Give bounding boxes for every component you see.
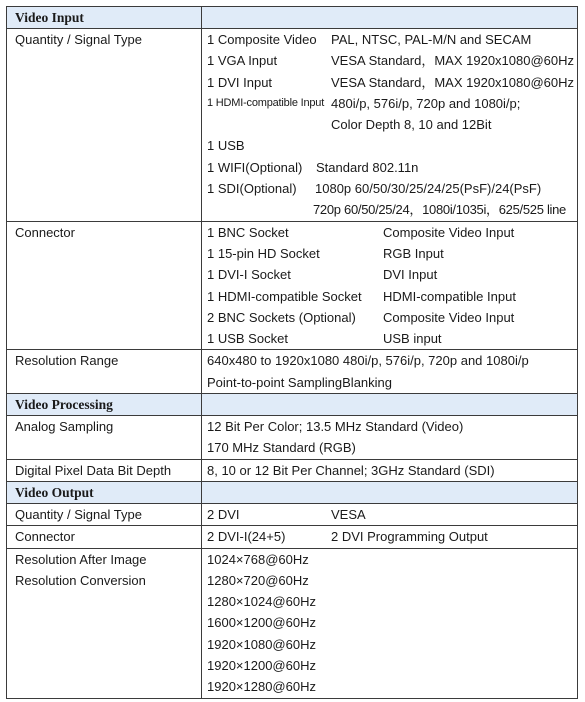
spec-table bbox=[6, 6, 578, 699]
value-line bbox=[207, 264, 577, 285]
row-label-line: Resolution After Image bbox=[15, 551, 147, 567]
value-line: 170 MHz Standard (RGB) bbox=[207, 440, 356, 456]
section-title: Video Input bbox=[15, 10, 84, 25]
section-header-video-processing bbox=[7, 394, 578, 416]
value-part: RGB Input bbox=[383, 245, 444, 261]
value-part: HDMI-compatible Input bbox=[383, 288, 516, 304]
value-part: 2 DVI-I(24+5) bbox=[207, 529, 286, 545]
value-line bbox=[207, 504, 577, 525]
value-line bbox=[207, 29, 577, 50]
value-part: 1 SDI(Optional) bbox=[207, 181, 297, 197]
value-line bbox=[207, 50, 577, 71]
value-line: 1920×1200@60Hz bbox=[207, 658, 316, 674]
row-label: Quantity / Signal Type bbox=[7, 29, 202, 222]
section-blank-cell bbox=[202, 394, 578, 416]
value-part: 1 HDMI-compatible Input bbox=[207, 96, 325, 109]
value-line bbox=[207, 135, 577, 156]
value-line: 1920×1080@60Hz bbox=[207, 636, 316, 652]
value-line: 8, 10 or 12 Bit Per Channel; 3GHz Standard (SDI) bbox=[207, 462, 495, 478]
row-value bbox=[202, 350, 578, 394]
table-row bbox=[7, 416, 578, 460]
value-part: Standard 802.11n bbox=[316, 159, 419, 175]
value-line: 1024×768@60Hz bbox=[207, 551, 309, 567]
table-row bbox=[7, 29, 578, 222]
section-title-cell bbox=[7, 394, 202, 416]
value-line bbox=[207, 157, 577, 178]
value-part: 1 USB bbox=[207, 138, 245, 154]
value-line: Point-to-point SamplingBlanking bbox=[207, 374, 392, 390]
value-line: 1280×720@60Hz bbox=[207, 572, 309, 588]
value-part: 1 HDMI-compatible Socket bbox=[207, 288, 362, 304]
value-part: 2 DVI Programming Output bbox=[331, 529, 488, 545]
section-title: Video Output bbox=[15, 484, 94, 500]
row-label bbox=[7, 548, 202, 698]
table-row bbox=[7, 459, 578, 481]
value-part: 2 BNC Sockets (Optional) bbox=[207, 309, 356, 325]
table-row bbox=[7, 221, 578, 350]
value-line bbox=[207, 307, 577, 328]
value-part: 1 Composite Video bbox=[207, 32, 317, 47]
value-part bbox=[207, 199, 313, 220]
value-part: Composite Video Input bbox=[383, 224, 515, 240]
value-part: VESA Standard，MAX 1920x1080@60Hz bbox=[331, 53, 575, 69]
value-line bbox=[207, 93, 577, 114]
value-line bbox=[207, 526, 577, 547]
row-value bbox=[202, 503, 578, 525]
value-part: VESA bbox=[331, 506, 366, 522]
value-part: 2 DVI bbox=[207, 506, 240, 522]
value-part: 1 DVI-I Socket bbox=[207, 267, 291, 283]
value-line bbox=[207, 286, 577, 307]
row-label: Quantity / Signal Type bbox=[7, 503, 202, 525]
value-part: 1 VGA Input bbox=[207, 53, 278, 69]
value-part: 1 15-pin HD Socket bbox=[207, 245, 320, 261]
section-header-video-output bbox=[7, 481, 578, 503]
value-line bbox=[207, 222, 577, 243]
row-value bbox=[202, 29, 578, 222]
value-line bbox=[207, 178, 577, 199]
table-row bbox=[7, 503, 578, 525]
table-row bbox=[7, 350, 578, 394]
row-label: Connector bbox=[7, 221, 202, 350]
section-title: Video Processing bbox=[15, 397, 113, 413]
value-part: Color Depth 8, 10 and 12Bit bbox=[331, 117, 492, 133]
value-line bbox=[207, 328, 577, 349]
value-part: 720p 60/50/25/24，1080i/1035i，625/525 line bbox=[313, 202, 566, 218]
value-line bbox=[207, 199, 577, 220]
value-line: 12 Bit Per Color; 13.5 MHz Standard (Video) bbox=[207, 419, 464, 435]
value-part: Composite Video Input bbox=[383, 309, 515, 325]
row-value bbox=[202, 526, 578, 548]
value-line: 640x480 to 1920x1080 480i/p, 576i/p, 720p and 1080i/p bbox=[207, 353, 529, 369]
section-blank-cell bbox=[202, 7, 578, 29]
value-line bbox=[207, 243, 577, 264]
value-part: DVI Input bbox=[383, 267, 438, 283]
value-part: 1 DVI Input bbox=[207, 74, 273, 90]
row-label: Analog Sampling bbox=[7, 416, 202, 460]
row-label: Resolution Range bbox=[7, 350, 202, 394]
table-row bbox=[7, 548, 578, 698]
row-label: Digital Pixel Data Bit Depth bbox=[7, 459, 202, 481]
section-header-video-input bbox=[7, 7, 578, 29]
value-line: 1920×1280@60Hz bbox=[207, 679, 316, 695]
row-label: Connector bbox=[7, 526, 202, 548]
value-part bbox=[207, 114, 331, 135]
value-part: PAL, NTSC, PAL-M/N and SECAM bbox=[331, 32, 532, 47]
table-row bbox=[7, 526, 578, 548]
value-line: 1600×1200@60Hz bbox=[207, 615, 316, 631]
section-title-cell bbox=[7, 7, 202, 29]
value-part: USB input bbox=[383, 331, 442, 347]
row-value bbox=[202, 548, 578, 698]
section-title-cell bbox=[7, 481, 202, 503]
value-part: 1 WIFI(Optional) bbox=[207, 159, 303, 175]
row-value bbox=[202, 416, 578, 460]
value-line bbox=[207, 114, 577, 135]
value-line bbox=[207, 72, 577, 93]
row-label-line: Resolution Conversion bbox=[15, 572, 146, 588]
value-line: 1280×1024@60Hz bbox=[207, 594, 316, 610]
value-part: 1 BNC Socket bbox=[207, 224, 289, 240]
value-part: 1 USB Socket bbox=[207, 331, 288, 347]
value-part: VESA Standard，MAX 1920x1080@60Hz bbox=[331, 74, 575, 90]
value-part: 1080p 60/50/30/25/24/25(PsF)/24(PsF) bbox=[315, 181, 542, 197]
row-value bbox=[202, 459, 578, 481]
section-blank-cell bbox=[202, 481, 578, 503]
value-part: 480i/p, 576i/p, 720p and 1080i/p; bbox=[331, 95, 521, 111]
row-value bbox=[202, 221, 578, 350]
